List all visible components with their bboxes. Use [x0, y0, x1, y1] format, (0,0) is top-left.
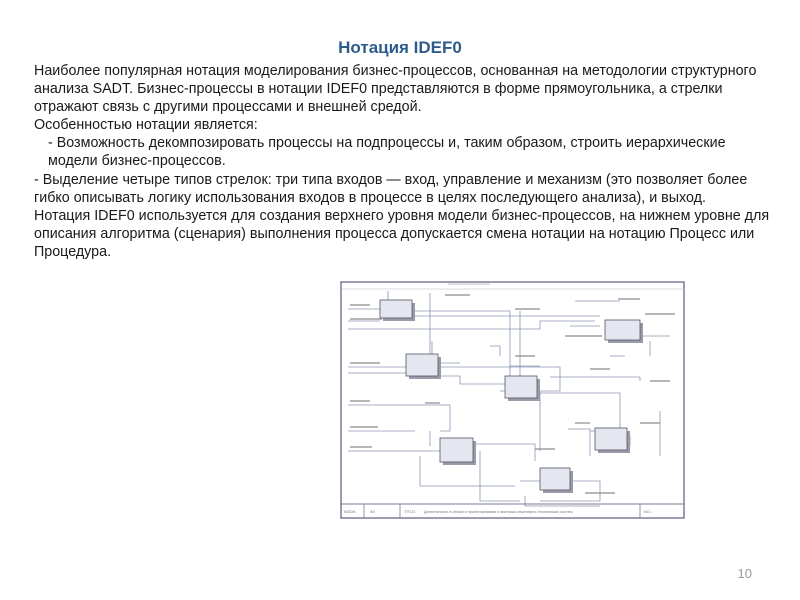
process-box-3: [505, 376, 540, 401]
process-box-1: [380, 300, 415, 321]
process-box-6: [595, 428, 630, 453]
footer-no-label: NO.:: [644, 509, 653, 514]
paragraph-intro: Наиболее популярная нотация моделирования бизнес-процессов, основанная на методологии структурного анализа SADT. Бизнес-процессы в нотации IDEF0 представляются в форме прямоугольника, а стрелки отражают связь с другими процессами и внешней средой.: [34, 63, 757, 116]
footer-node-value: A0: [370, 509, 375, 514]
slide-title: Нотация IDEF0: [338, 38, 462, 57]
page-number: 10: [737, 566, 752, 581]
footer-title-value: Деятельность в области проектирования и монтажа инженерно-технических систем: [424, 510, 573, 514]
paragraph-features-heading: Особенностью нотации является:: [34, 117, 258, 134]
process-box-4: [605, 320, 643, 343]
idef0-diagram: [340, 281, 685, 519]
footer-node-label: NODE:: [344, 509, 357, 514]
paragraph-feature-arrow-types: - Выделение четыре типов стрелок: три типа входов — вход, управление и механизм (это позволяет более гибко описывать логику использования входов в процессе в целях последующего анализа), и выход.: [34, 171, 748, 206]
paragraph-usage: Нотация IDEF0 используется для создания верхнего уровня модели бизнес-процессов, на нижнем уровне для описания алгоритма (сценария) выполнения процесса допускается смена нотации на нотацию Процесс или Процедура.: [34, 207, 770, 260]
paragraph-feature-decomposition: - Возможность декомпозировать процессы на подпроцессы и, таким образом, строить иерархические модели бизнес-процессов.: [48, 135, 726, 170]
process-box-5: [440, 438, 476, 465]
process-box-2: [406, 354, 441, 379]
slide-body: [34, 62, 774, 261]
process-box-7: [540, 468, 573, 493]
footer-title-label: TITLE:: [404, 509, 417, 514]
